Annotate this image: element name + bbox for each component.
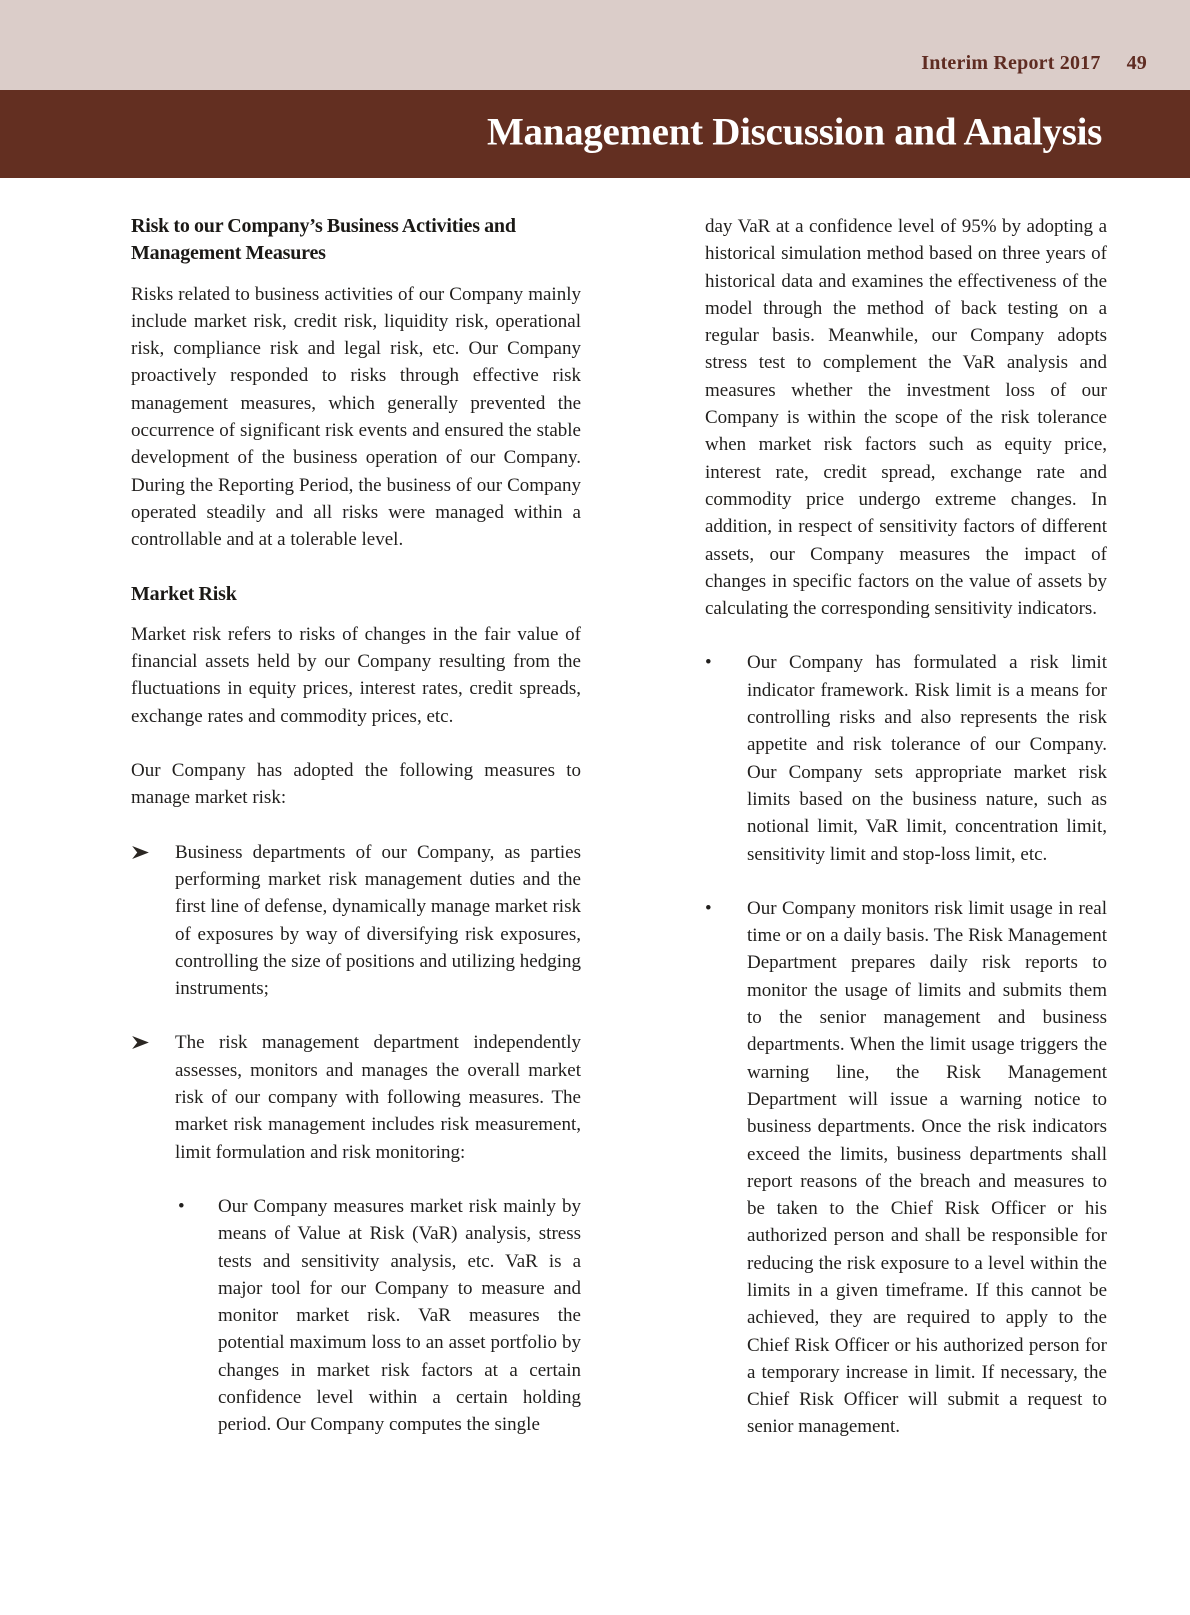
bullet-list-item — [131, 1193, 581, 1439]
page-title: Management Discussion and Analysis — [486, 110, 1102, 154]
arrowhead-right-icon — [132, 1036, 149, 1049]
bullet-list-item — [705, 649, 1107, 867]
arrowhead-right-icon — [132, 846, 149, 859]
page-header-text — [921, 52, 1147, 75]
bullet-item-text: Our Company has formulated a risk limit indicator framework. Risk limit is a means for controlling risks and also represents the risk appetite and risk tolerance of our Company. Our Company sets appropriate market risk limits based on the business nature, such as notional limit, VaR limit, concentration limit, sensitivity limit and stop-loss limit, etc. — [747, 652, 1107, 865]
report-title: Interim Report 2017 — [921, 52, 1101, 74]
bullet-item-text: Our Company monitors risk limit usage in real time or on a daily basis. The Risk Management Department prepares daily risk reports to monitor the usage of limits and submits them to the senior management and business departments. When the limit usage triggers the warning line, the Risk Management Department will issue a warning notice to business departments. Once the risk indicators exceed the limits, business departments shall report reasons of the breach and measures to be taken to the Chief Risk Officer or his authorized person and shall be responsible for reducing the risk exposure to a level within the limits in a given timeframe. If this cannot be achieved, they are required to apply to the Chief Risk Officer or his authorized person for a temporary increase in limit. If necessary, the Chief Risk Officer will submit a request to senior management. — [747, 897, 1107, 1438]
page-header-band — [0, 0, 1190, 90]
left-column — [131, 213, 581, 1439]
arrow-item-text: The risk management department independently assesses, monitors and manages the overall market risk of our company with following measures. The market risk management includes risk measurement, limit formulation and risk monitoring: — [175, 1032, 581, 1163]
section-banner — [0, 90, 1190, 178]
paragraph-var-continuation: day VaR at a confidence level of 95% by adopting a historical simulation method based on three years of historical data and examines the effectiveness of the model through the method of back testing on a regular basis. Meanwhile, our Company adopts stress test to complement the VaR analysis and measures whether the investment loss of our Company is within the scope of the risk tolerance when market risk factors such as equity price, interest rate, credit spread, exchange rate and commodity price undergo extreme changes. In addition, in respect of sensitivity factors of different assets, our Company measures the impact of changes in specific factors on the value of assets by calculating the corresponding sensitivity indicators. — [705, 216, 1107, 620]
arrow-list-item — [131, 1029, 581, 1165]
page-number: 49 — [1126, 52, 1147, 74]
arrow-item-text: Business departments of our Company, as parties performing market risk management duties and the first line of defense, dynamically manage market risk of exposures by way of diversifying risk exposures, controlling the size of positions and utilizing hedging instruments; — [175, 841, 581, 1000]
paragraph-market-risk-definition: Market risk refers to risks of changes in the fair value of financial assets held by our Company resulting from the fluctuations in equity prices, interest rates, credit spreads, exchange rates and commodity prices, etc. — [131, 623, 581, 727]
bullet-icon: • — [705, 897, 712, 919]
arrow-list-item — [131, 839, 581, 1003]
bullet-item-text: Our Company measures market risk mainly by means of Value at Risk (VaR) analysis, stress tests and sensitivity analysis, etc. VaR is a major tool for our Company to measure and monitor market risk. VaR measures the potential maximum loss to an asset portfolio by changes in market risk factors at a certain confidence level within a certain holding period. Our Company computes the single — [218, 1195, 581, 1436]
right-column — [705, 213, 1107, 1441]
bullet-list-item — [705, 895, 1107, 1441]
paragraph-measures-intro: Our Company has adopted the following measures to manage market risk: — [131, 760, 581, 809]
bullet-icon: • — [178, 1195, 185, 1217]
section-heading-market-risk: Market Risk — [131, 582, 237, 605]
paragraph-risk-overview: Risks related to business activities of our Company mainly include market risk, credit risk, liquidity risk, operational risk, compliance risk and legal risk, etc. Our Company proactively responded to risks through effective risk management measures, which generally prevented the occurrence of significant risk events and ensured the stable development of the business operation of our Company. During the Reporting Period, the business of our Company operated steadily and all risks were managed within a controllable and at a tolerable level. — [131, 283, 581, 551]
section-heading-risk: Risk to our Company’s Business Activities and Management Measures — [131, 215, 516, 265]
bullet-icon: • — [705, 652, 712, 674]
